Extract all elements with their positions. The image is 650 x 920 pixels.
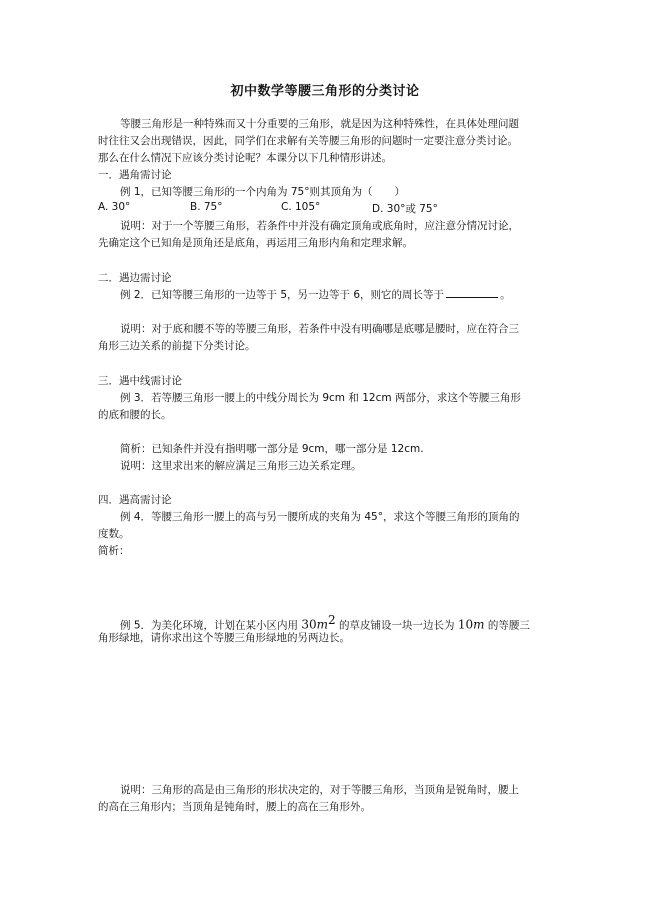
section-3-heading: 三．遇中线需讨论 [98, 375, 182, 387]
section-4-heading: 四．遇高需讨论 [98, 494, 172, 506]
option-a: A. 30° [98, 201, 131, 213]
example-2-note-2: 角形三边关系的前提下分类讨论。 [98, 340, 256, 352]
final-note-2: 的高在三角形内；当顶角是钝角时，腰上的高在三角形外。 [98, 801, 371, 813]
length-number: 10 [457, 617, 474, 632]
example-5-question-2: 角形绿地，请你求出这个等腰三角形绿地的另两边长。 [98, 632, 350, 644]
intro-line-3: 那么在什么情况下应该分类讨论呢？本课分以下几种情形讲述。 [98, 152, 392, 164]
example-1-text: 例 1，已知等腰三角形的一个内角为 75°则其顶角为（ [120, 186, 373, 198]
length-unit: m [473, 617, 485, 632]
section-1-heading: 一．遇角需讨论 [98, 169, 172, 181]
answer-blank [446, 287, 498, 298]
option-d: D. 30°或 75° [372, 203, 438, 215]
example-1-question [120, 184, 405, 200]
example-2-note-1: 说明：对于底和腰不等的等腰三角形，若条件中没有明确哪是底哪是腰时，应在符合三 [120, 323, 519, 335]
example-3-analysis: 简析：已知条件并没有指明哪一部分是 9cm，哪一部分是 12cm. [120, 443, 424, 455]
page-title: 初中数学等腰三角形的分类讨论 [230, 84, 420, 99]
example-3-question-1: 例 3．若等腰三角形一腰上的中线分周长为 9cm 和 12cm 两部分，求这个等腰三角形 [120, 392, 521, 404]
area-number: 30 [301, 617, 317, 632]
option-b: B. 75° [190, 201, 223, 213]
example-1-close: ） [394, 186, 405, 198]
example-5-text-c: 的等腰三 [484, 619, 530, 632]
example-4-question-2: 度数。 [98, 528, 130, 540]
example-1-note-1: 说明：对于一个等腰三角形，若条件中并没有确定顶角或底角时，应注意分情况讨论， [120, 220, 519, 232]
example-3-note: 说明：这里求出来的解应满足三角形三边关系定理。 [120, 460, 362, 472]
example-2-end: 。 [500, 289, 511, 301]
example-2-question [120, 287, 511, 303]
example-4-analysis: 简析： [98, 545, 130, 557]
option-c: C. 105° [281, 201, 321, 213]
section-2-heading: 二．遇边需讨论 [98, 272, 172, 284]
example-5-text-b: 的草皮铺设一块一边长为 [335, 619, 458, 632]
example-3-question-2: 的底和腰的长。 [98, 409, 172, 421]
intro-line-1: 等腰三角形是一种特殊而又十分重要的三角形，就是因为这种特殊性，在具体处理问题 [120, 118, 519, 130]
example-5-text-a: 例 5．为美化环境，计划在某小区内用 [120, 619, 302, 632]
intro-line-2: 时往往又会出现错误，因此，同学们在求解有关等腰三角形的问题时一定要注意分类讨论。 [98, 135, 518, 147]
example-4-question-1: 例 4．等腰三角形一腰上的高与另一腰所成的夹角为 45°，求这个等腰三角形的顶角的 [120, 511, 520, 523]
area-unit: m [316, 617, 329, 632]
example-2-text: 例 2．已知等腰三角形的一边等于 5，另一边等于 6，则它的周长等于 [120, 289, 445, 301]
example-1-note-2: 先确定这个已知角是顶角还是底角，再运用三角形内角和定理求解。 [98, 237, 413, 249]
final-note-1: 说明：三角形的高是由三角形的形状决定的，对于等腰三角形，当顶角是锐角时，腰上 [120, 784, 519, 796]
area-exponent: 2 [328, 613, 336, 627]
